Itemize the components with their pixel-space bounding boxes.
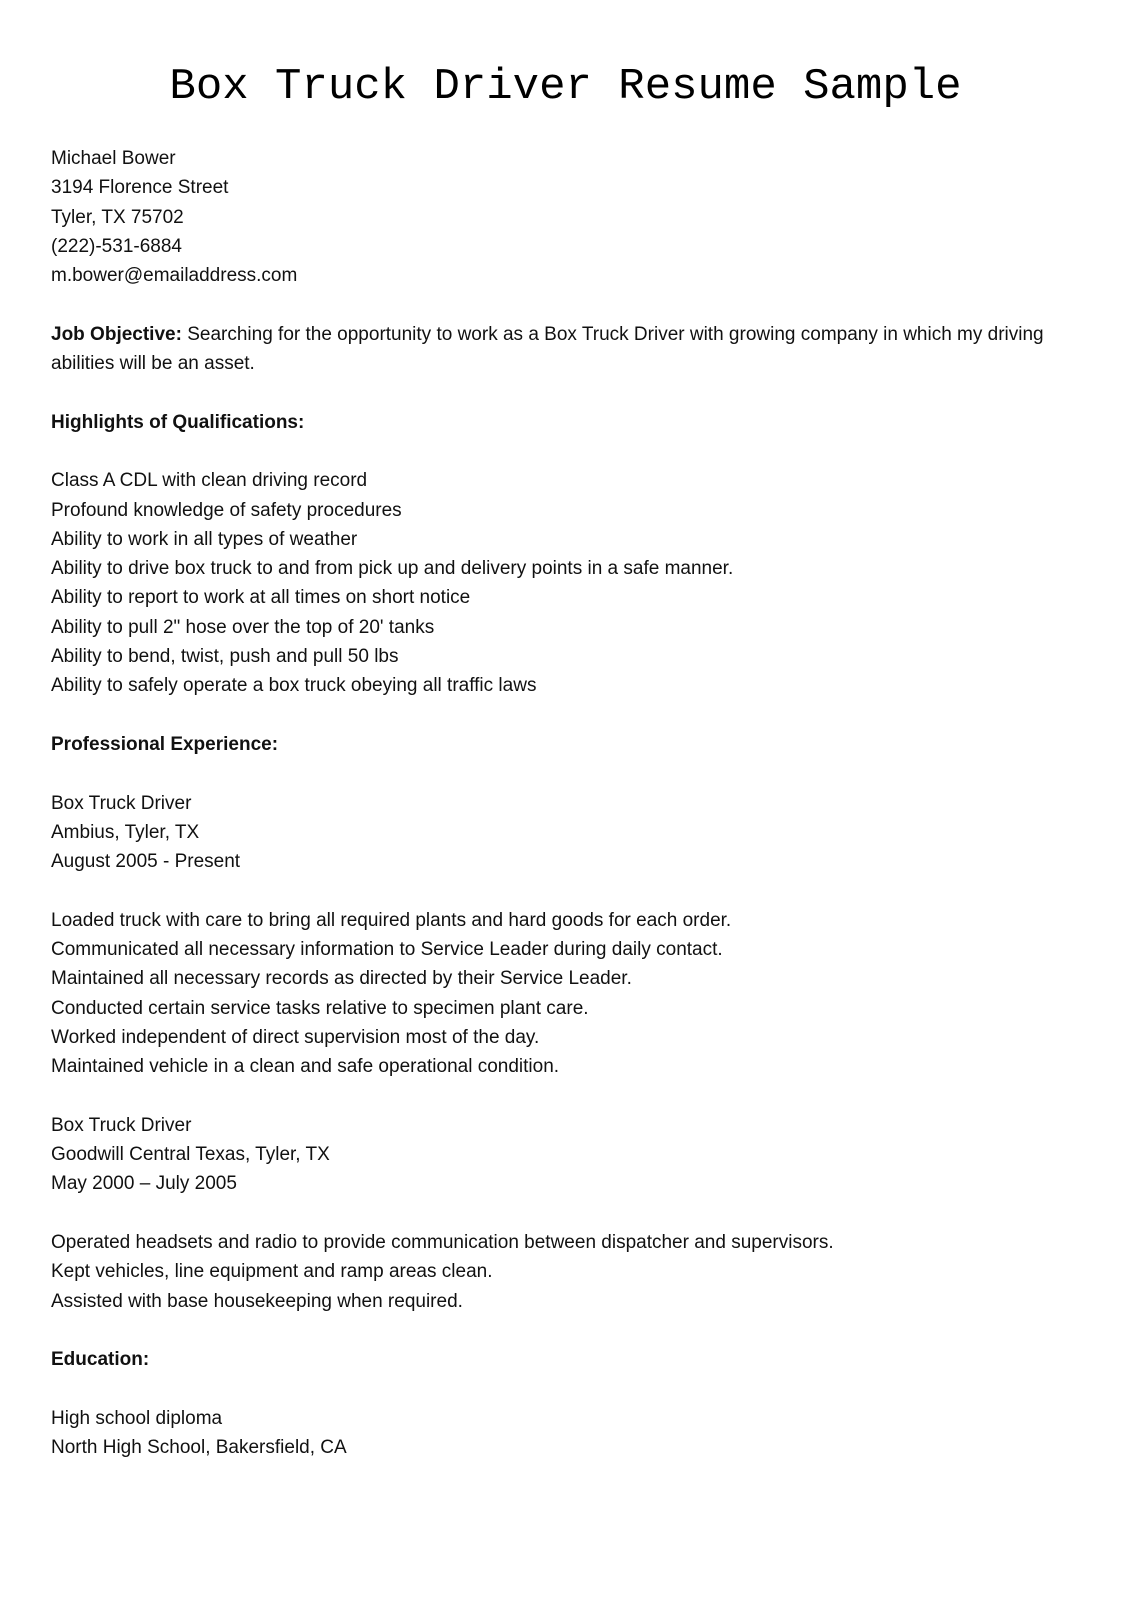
list-item: Ability to drive box truck to and from pick up and delivery points in a safe manner. <box>51 558 734 580</box>
job-title: Box Truck Driver <box>51 792 192 814</box>
education-school: North High School, Bakersfield, CA <box>51 1437 347 1459</box>
list-item: Ability to report to work at all times on short notice <box>51 587 471 609</box>
job-dates: August 2005 - Present <box>51 851 241 873</box>
job-dates: May 2000 – July 2005 <box>51 1173 237 1195</box>
page-title: Box Truck Driver Resume Sample <box>169 62 962 112</box>
list-item: Assisted with base housekeeping when required. <box>51 1290 463 1312</box>
objective-label: Job Objective: <box>51 323 182 345</box>
contact-city: Tyler, TX 75702 <box>51 206 184 228</box>
education-degree: High school diploma <box>51 1407 223 1429</box>
contact-info <box>51 144 1091 290</box>
list-item: Ability to bend, twist, push and pull 50 lbs <box>51 646 399 668</box>
list-item: Kept vehicles, line equipment and ramp areas clean. <box>51 1261 493 1283</box>
contact-phone: (222)-531-6884 <box>51 235 182 257</box>
list-item: Maintained all necessary records as directed by their Service Leader. <box>51 968 632 990</box>
list-item: Ability to work in all types of weather <box>51 528 358 550</box>
job-title: Box Truck Driver <box>51 1114 192 1136</box>
contact-street: 3194 Florence Street <box>51 177 229 199</box>
job-objective <box>51 320 1091 379</box>
contact-name: Michael Bower <box>51 148 176 169</box>
resume-body <box>51 144 1091 1462</box>
list-item: Ability to pull 2" hose over the top of 20' tanks <box>51 616 435 638</box>
education-heading: Education: <box>51 1349 150 1371</box>
highlights-heading: Highlights of Qualifications: <box>51 411 305 433</box>
list-item: Operated headsets and radio to provide communication between dispatcher and supervisors. <box>51 1231 834 1253</box>
list-item: Maintained vehicle in a clean and safe operational condition. <box>51 1056 560 1078</box>
contact-email: m.bower@emailaddress.com <box>51 265 298 287</box>
list-item: Conducted certain service tasks relative to specimen plant care. <box>51 997 589 1019</box>
list-item: Ability to safely operate a box truck obeying all traffic laws <box>51 675 537 697</box>
job-company: Ambius, Tyler, TX <box>51 821 200 843</box>
highlights-list <box>51 466 1091 700</box>
job-entry <box>51 1111 1091 1316</box>
list-item: Class A CDL with clean driving record <box>51 470 368 492</box>
list-item: Communicated all necessary information to Service Leader during daily contact. <box>51 939 723 961</box>
list-item: Loaded truck with care to bring all required plants and hard goods for each order. <box>51 909 732 931</box>
list-item: Profound knowledge of safety procedures <box>51 499 402 521</box>
job-entry <box>51 789 1091 1082</box>
job-company: Goodwill Central Texas, Tyler, TX <box>51 1144 330 1166</box>
objective-text: Searching for the opportunity to work as a Box Truck Driver with growing company in which my driving abilities will be an asset. <box>51 323 1044 375</box>
experience-heading: Professional Experience: <box>51 733 279 755</box>
list-item: Worked independent of direct supervision most of the day. <box>51 1026 540 1048</box>
